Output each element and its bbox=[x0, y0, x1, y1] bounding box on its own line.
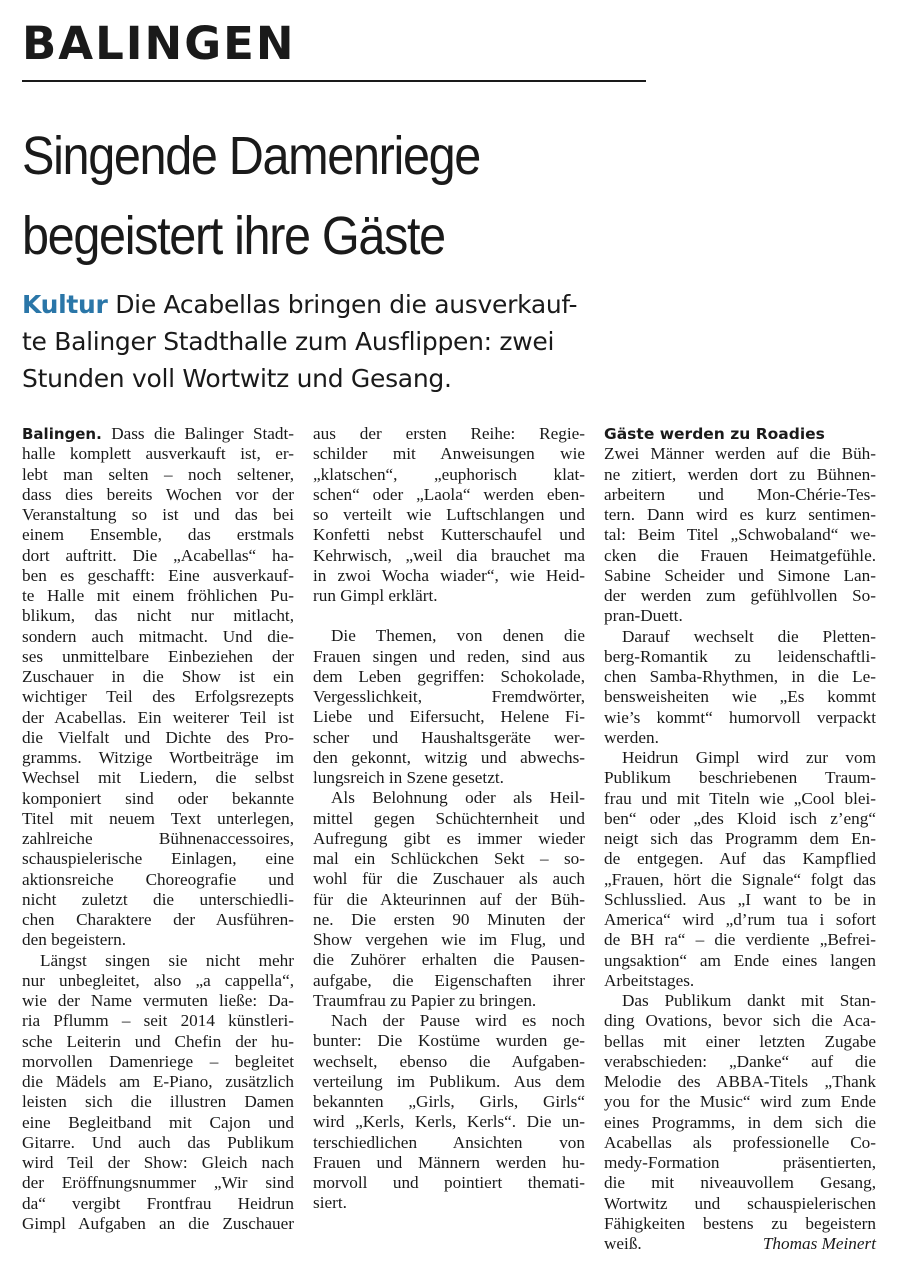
text-line: sondern auch mitmacht. Und die- bbox=[22, 626, 294, 646]
text-line: aktionsreiche Choreografie und bbox=[22, 869, 294, 889]
text-line: terschiedlichen Ansichten von bbox=[313, 1132, 585, 1152]
text-line: bensweisheiten wie „Es kommt bbox=[604, 687, 876, 707]
text-line: aufgabe, die Eigenschaften ihrer bbox=[313, 970, 585, 990]
text-line: „Frauen, hört die Signale“ folgt das bbox=[604, 869, 876, 889]
text-line: Konfetti nebst Kutterschaufel und bbox=[313, 525, 585, 545]
teaser-text: Die Acabellas bringen die ausverkauf- bbox=[115, 290, 578, 319]
text-line: scher und Haushaltsgeräte wer- bbox=[313, 727, 585, 747]
text-line: te Halle mit einem fröhlichen Pu- bbox=[22, 586, 294, 605]
text-line: wichtiger Teil des Erfolgsrezepts bbox=[22, 687, 294, 707]
text-line: verteilung im Publikum. Aus dem bbox=[313, 1071, 585, 1091]
text-line: run Gimpl erklärt. bbox=[313, 586, 438, 605]
text-line: Heidrun Gimpl wird zur vom bbox=[622, 748, 876, 767]
text-fragment: weiß. bbox=[604, 1234, 642, 1253]
dateline: Balingen. bbox=[22, 425, 102, 443]
text-line: der Eröffnungsnummer „Wir sind bbox=[22, 1173, 294, 1193]
text-line: Zuschauer in die Show ist ein bbox=[22, 667, 294, 686]
text-line: werden. bbox=[604, 727, 659, 747]
author-byline: Thomas Meinert bbox=[762, 1234, 876, 1253]
text-line: Wortwitz und schauspielerischen bbox=[604, 1193, 876, 1213]
text-line: wie der Name vermuten ließe: Da- bbox=[22, 991, 294, 1010]
paragraph-gap bbox=[313, 606, 585, 626]
teaser-line bbox=[22, 286, 722, 323]
text-line: eines Programms, in dem sich die bbox=[604, 1112, 876, 1132]
text-line: Titel mit neuem Text unterlegen, bbox=[22, 808, 294, 828]
text-line: dem Leben gegriffen: Schokolade, bbox=[313, 666, 585, 686]
text-line: bellas mit einer letzten Zugabe bbox=[604, 1031, 876, 1051]
headline bbox=[22, 116, 796, 276]
text-line: bunter: Die Kostüme wurden ge- bbox=[313, 1031, 585, 1051]
text-line: Das Publikum dankt mit Stan- bbox=[622, 991, 876, 1010]
text-line: verabschieden: „Danke“ auf die bbox=[604, 1051, 876, 1071]
text-line: leisten sich die illustren Damen bbox=[22, 1092, 294, 1112]
text-line: die Vielfalt und Dichte des Pro- bbox=[22, 727, 294, 747]
teaser bbox=[22, 286, 722, 397]
text-line: lebt man selten – noch seltener, bbox=[22, 464, 294, 484]
text-line: siert. bbox=[313, 1193, 347, 1213]
text-line: Melodie des ABBA-Titels „Thank bbox=[604, 1072, 876, 1091]
text-line: ding Ovations, bevor sich die Aca- bbox=[604, 1011, 876, 1031]
text-line: Liebe und Eifersucht, Helene Fi- bbox=[313, 707, 585, 727]
teaser-line: Stunden voll Wortwitz und Gesang. bbox=[22, 364, 452, 393]
text-line: halle komplett ausverkauft ist, er- bbox=[22, 444, 294, 464]
text-line: Arbeitstages. bbox=[604, 970, 695, 990]
text-line: Wechsel mit Liedern, die selbst bbox=[22, 768, 294, 788]
section-rule bbox=[22, 80, 646, 82]
text-line bbox=[604, 1234, 876, 1254]
text-line: den gekonnt, witzig und abwechs- bbox=[313, 747, 585, 767]
text-line: schauspielerische Einlagen, eine bbox=[22, 849, 294, 869]
text-line: berg-Romantik zu leidenschaftli- bbox=[604, 646, 876, 666]
text-line: gramms. Witzige Wortbeiträge im bbox=[22, 748, 294, 767]
text-line: mittel gegen Schüchternheit und bbox=[313, 808, 585, 828]
text-line: der Acabellas. Ein weiterer Teil ist bbox=[22, 707, 294, 727]
text-line: ben“ oder „des Kloid isch z’eng“ bbox=[604, 808, 876, 828]
article-column-3 bbox=[604, 424, 876, 1254]
teaser-line: te Balinger Stadthalle zum Ausflippen: zwei bbox=[22, 327, 555, 356]
text-line: pran-Duett. bbox=[604, 606, 683, 626]
text-line: aus der ersten Reihe: Regie- bbox=[313, 424, 585, 443]
text-line: Darauf wechselt die Pletten- bbox=[622, 626, 876, 646]
article-column-2 bbox=[313, 424, 585, 1214]
text-line: America“ wird „d’rum tua i sofort bbox=[604, 910, 876, 929]
text-line: bekannten „Girls, Girls, Girls“ bbox=[313, 1092, 585, 1111]
text-line: komponiert sind oder bekannte bbox=[22, 788, 294, 808]
text-line: Gitarre. Und auch das Publikum bbox=[22, 1132, 294, 1152]
text-line: ne. Die ersten 90 Minuten der bbox=[313, 909, 585, 929]
text-line: Kehrwisch, „weil dia brauchet ma bbox=[313, 545, 585, 565]
text-line: der werden zum gefühlvollen So- bbox=[604, 586, 876, 605]
text-line: morvollen Damenriege – begleitet bbox=[22, 1051, 294, 1071]
text-line: nur unbegleitet, also „a cappella“, bbox=[22, 970, 294, 990]
text-line: blikum, das nicht nur mitlacht, bbox=[22, 606, 294, 626]
text-line: für die Akteurinnen auf der Büh- bbox=[313, 889, 585, 909]
text-line: nicht zuletzt die unterschiedli- bbox=[22, 889, 294, 909]
text-line: schilder mit Anweisungen wie bbox=[313, 444, 585, 464]
text-line: wie’s kommt“ humorvoll verpackt bbox=[604, 707, 876, 727]
text-line: die Zuhörer erhalten die Pausen- bbox=[313, 950, 585, 970]
text-line: dass dies bereits Wochen vor der bbox=[22, 484, 294, 504]
text-line: „klatschen“, „euphorisch klat- bbox=[313, 464, 585, 484]
section-title: BALINGEN bbox=[22, 17, 296, 70]
text-line: neigt sich das Programm dem En- bbox=[604, 829, 876, 848]
text-line: chen Samba-Rhythmen, in die Le- bbox=[604, 667, 876, 686]
headline-line: Singende Damenriege bbox=[22, 126, 480, 186]
text-fragment: Dass die Balinger Stadt- bbox=[111, 424, 295, 443]
text-line bbox=[22, 424, 294, 444]
text-line: arbeitern und Mon-Chérie-Tes- bbox=[604, 484, 876, 504]
text-line: Zwei Männer werden auf die Büh- bbox=[604, 444, 876, 464]
text-line: Nach der Pause wird es noch bbox=[331, 1011, 585, 1030]
subheading: Gäste werden zu Roadies bbox=[604, 425, 825, 443]
article-column-1 bbox=[22, 424, 294, 1234]
text-line: so verteilt wie Luftschlangen und bbox=[313, 505, 585, 524]
text-line: Show vergehen wie im Flug, und bbox=[313, 930, 585, 949]
text-line: den begeistern. bbox=[22, 930, 127, 950]
text-line: Acabellas als professionelle Co- bbox=[604, 1132, 876, 1152]
text-line: in zwoi Wocha wiader“, wie Heid- bbox=[313, 565, 585, 585]
text-line: ne zitiert, werden dort zu Bühnen- bbox=[604, 464, 876, 484]
text-line: zahlreiche Bühnenaccessoires, bbox=[22, 829, 294, 848]
text-line: Vergesslichkeit, Fremdwörter, bbox=[313, 687, 585, 706]
text-line: Sabine Scheider und Simone Lan- bbox=[604, 565, 876, 585]
text-line: dort auftritt. Die „Acabellas“ ha- bbox=[22, 545, 294, 565]
text-line: Veranstaltung so ist und das bei bbox=[22, 505, 294, 524]
text-line: de BH ra“ – die verdiente „Befrei- bbox=[604, 930, 876, 950]
text-line: wird Teil der Show: Gleich nach bbox=[22, 1153, 294, 1172]
text-line: you for the Music“ wird zum Ende bbox=[604, 1092, 876, 1112]
text-line: ria Pflumm – seit 2014 künstleri- bbox=[22, 1011, 294, 1031]
text-line: die Mädels am E-Piano, zusätzlich bbox=[22, 1072, 294, 1091]
text-line: lungsreich in Szene gesetzt. bbox=[313, 768, 504, 787]
text-line: Gimpl Aufgaben an die Zuschauer bbox=[22, 1213, 294, 1233]
kicker: Kultur bbox=[22, 290, 108, 319]
text-line: Frauen singen und reden, sind aus bbox=[313, 646, 585, 666]
text-line: eine Begleitband mit Cajon und bbox=[22, 1112, 294, 1132]
text-line: de entgegen. Auf das Kampflied bbox=[604, 849, 876, 869]
text-line: cken die Frauen Heimatgefühle. bbox=[604, 545, 876, 565]
text-line: wechselt, ebenso die Aufgaben- bbox=[313, 1051, 585, 1071]
headline-line: begeistert ihre Gäste bbox=[22, 206, 445, 266]
text-line: wohl für die Zuschauer als auch bbox=[313, 869, 585, 889]
text-line: chen Charaktere der Ausführen- bbox=[22, 910, 294, 929]
text-line: ungsaktion“ am Ende eines langen bbox=[604, 950, 876, 970]
text-line: schen“ oder „Laola“ werden eben- bbox=[313, 484, 585, 504]
text-line: Als Belohnung oder als Heil- bbox=[331, 788, 585, 808]
text-line: Publikum beschriebenen Traum- bbox=[604, 768, 876, 788]
text-line: Die Themen, von denen die bbox=[331, 626, 585, 646]
text-line: mal ein Schlückchen Sekt – so- bbox=[313, 849, 585, 868]
text-line: Traumfrau zu Papier zu bringen. bbox=[313, 990, 537, 1010]
text-line: Frauen und Männern werden hu- bbox=[313, 1152, 585, 1172]
text-line: ses unmittelbare Einbeziehen der bbox=[22, 646, 294, 666]
text-line: Fähigkeiten bestens zu begeistern bbox=[604, 1213, 876, 1233]
text-line: wird „Kerls, Kerls, Kerls“. Die un- bbox=[313, 1112, 585, 1132]
text-line: tal: Beim Titel „Schwobaland“ we- bbox=[604, 525, 876, 545]
text-line: die mit niveauvollem Gesang, bbox=[604, 1173, 876, 1193]
text-line: Längst singen sie nicht mehr bbox=[40, 950, 294, 970]
text-line: sche Leiterin und Chefin der hu- bbox=[22, 1031, 294, 1051]
text-line: ben es geschafft: Eine ausverkauf- bbox=[22, 565, 294, 585]
text-line: Aufregung gibt es immer wieder bbox=[313, 828, 585, 848]
text-line: einem Ensemble, das erstmals bbox=[22, 525, 294, 545]
text-line: medy-Formation präsentierten, bbox=[604, 1153, 876, 1172]
text-line: frau und mit Titeln wie „Cool blei- bbox=[604, 788, 876, 808]
text-line: tern. Dann wird es kurz sentimen- bbox=[604, 505, 876, 524]
text-line: da“ vergibt Frontfrau Heidrun bbox=[22, 1193, 294, 1213]
text-line: morvoll und pointiert themati- bbox=[313, 1173, 585, 1192]
text-line: Schlusslied. Aus „I want to be in bbox=[604, 889, 876, 909]
